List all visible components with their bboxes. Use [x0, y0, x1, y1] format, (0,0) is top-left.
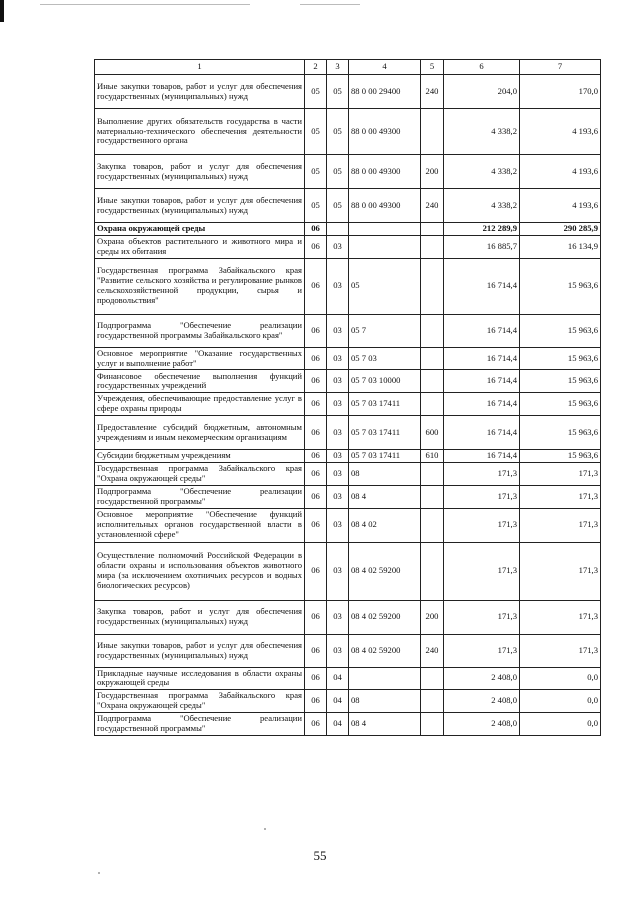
row-name-cell: Учреждения, обеспечивающие предоставление услуг в сфере охраны природы — [95, 393, 305, 416]
expense-type-cell: 240 — [421, 189, 444, 223]
column-header: 1 — [95, 60, 305, 75]
target-article-cell: 08 — [349, 463, 421, 486]
target-article-cell — [349, 223, 421, 236]
amount-col7-cell: 15 963,6 — [520, 370, 601, 393]
expense-type-cell — [421, 485, 444, 508]
table-header-row — [95, 60, 601, 75]
amount-col7-cell: 4 193,6 — [520, 155, 601, 189]
table-row — [95, 450, 601, 463]
subsection-code-cell — [327, 223, 349, 236]
amount-col6-cell: 212 289,9 — [444, 223, 520, 236]
row-name-cell: Охрана объектов растительного и животного мира и среды их обитания — [95, 235, 305, 258]
table-row — [95, 508, 601, 542]
row-name-cell: Основное мероприятие "Обеспечение функций исполнительных органов государственной власти в установленной сфере" — [95, 508, 305, 542]
section-code-cell: 05 — [305, 109, 327, 155]
table-row — [95, 347, 601, 370]
amount-col7-cell: 0,0 — [520, 667, 601, 690]
expense-type-cell: 240 — [421, 634, 444, 667]
target-article-cell: 08 4 02 59200 — [349, 542, 421, 600]
row-name-cell: Прикладные научные исследования в области охраны окружающей среды — [95, 667, 305, 690]
table-row — [95, 258, 601, 314]
subsection-code-cell: 04 — [327, 690, 349, 713]
subsection-code-cell: 04 — [327, 667, 349, 690]
subsection-code-cell: 03 — [327, 508, 349, 542]
row-name-cell: Государственная программа Забайкальского края "Охрана окружающей среды" — [95, 463, 305, 486]
subsection-code-cell: 05 — [327, 189, 349, 223]
row-name-cell: Иные закупки товаров, работ и услуг для обеспечения государственных (муниципальных) нужд — [95, 189, 305, 223]
target-article-cell: 08 4 02 59200 — [349, 600, 421, 634]
target-article-cell: 05 7 03 10000 — [349, 370, 421, 393]
amount-col7-cell: 15 963,6 — [520, 314, 601, 347]
table-row — [95, 485, 601, 508]
row-name-cell: Подпрограмма "Обеспечение реализации государственной программы" — [95, 485, 305, 508]
table-row — [95, 155, 601, 189]
amount-col6-cell: 171,3 — [444, 463, 520, 486]
section-code-cell: 06 — [305, 223, 327, 236]
subsection-code-cell: 03 — [327, 235, 349, 258]
amount-col6-cell: 2 408,0 — [444, 690, 520, 713]
expense-type-cell — [421, 235, 444, 258]
target-article-cell: 05 7 03 17411 — [349, 416, 421, 450]
table-row — [95, 463, 601, 486]
expense-type-cell — [421, 463, 444, 486]
section-code-cell: 06 — [305, 314, 327, 347]
target-article-cell: 05 7 03 17411 — [349, 393, 421, 416]
amount-col6-cell: 16 714,4 — [444, 314, 520, 347]
scan-edge-mark — [0, 0, 4, 22]
amount-col7-cell: 290 285,9 — [520, 223, 601, 236]
target-article-cell — [349, 667, 421, 690]
row-name-cell: Закупка товаров, работ и услуг для обеспечения государственных (муниципальных) нужд — [95, 155, 305, 189]
scan-artifact-line — [40, 4, 250, 5]
target-article-cell: 05 7 — [349, 314, 421, 347]
row-name-cell: Выполнение других обязательств государства в части материально-технического обеспечения деятельности государственного органа — [95, 109, 305, 155]
table-row — [95, 223, 601, 236]
amount-col7-cell: 4 193,6 — [520, 109, 601, 155]
row-name-cell: Государственная программа Забайкальского края "Охрана окружающей среды" — [95, 690, 305, 713]
amount-col7-cell: 171,3 — [520, 542, 601, 600]
section-code-cell: 06 — [305, 258, 327, 314]
row-name-cell: Иные закупки товаров, работ и услуг для обеспечения государственных (муниципальных) нужд — [95, 75, 305, 109]
table-row — [95, 370, 601, 393]
subsection-code-cell: 05 — [327, 109, 349, 155]
amount-col6-cell: 171,3 — [444, 600, 520, 634]
amount-col7-cell: 171,3 — [520, 600, 601, 634]
subsection-code-cell: 03 — [327, 393, 349, 416]
section-code-cell: 06 — [305, 235, 327, 258]
target-article-cell: 08 4 — [349, 485, 421, 508]
expense-type-cell — [421, 667, 444, 690]
expense-type-cell — [421, 109, 444, 155]
amount-col7-cell: 15 963,6 — [520, 416, 601, 450]
row-name-cell: Предоставление субсидий бюджетным, автономным учреждениям и иным некомерческим организациям — [95, 416, 305, 450]
section-code-cell: 06 — [305, 463, 327, 486]
section-code-cell: 06 — [305, 690, 327, 713]
column-header: 7 — [520, 60, 601, 75]
row-name-cell: Подпрограмма "Обеспечение реализации государственной программы Забайкальского края" — [95, 314, 305, 347]
amount-col6-cell: 171,3 — [444, 542, 520, 600]
target-article-cell: 88 0 00 49300 — [349, 189, 421, 223]
expense-type-cell — [421, 542, 444, 600]
table-row — [95, 75, 601, 109]
column-header: 5 — [421, 60, 444, 75]
column-header: 6 — [444, 60, 520, 75]
target-article-cell: 08 4 02 — [349, 508, 421, 542]
target-article-cell: 88 0 00 49300 — [349, 155, 421, 189]
row-name-cell: Субсидии бюджетным учреждениям — [95, 450, 305, 463]
section-code-cell: 06 — [305, 542, 327, 600]
target-article-cell: 08 — [349, 690, 421, 713]
amount-col7-cell: 0,0 — [520, 690, 601, 713]
column-header: 4 — [349, 60, 421, 75]
section-code-cell: 06 — [305, 416, 327, 450]
section-code-cell: 06 — [305, 347, 327, 370]
table-row — [95, 235, 601, 258]
expense-type-cell — [421, 347, 444, 370]
row-name-cell: Иные закупки товаров, работ и услуг для обеспечения государственных (муниципальных) нужд — [95, 634, 305, 667]
section-code-cell: 06 — [305, 508, 327, 542]
amount-col7-cell: 15 963,6 — [520, 347, 601, 370]
amount-col7-cell: 171,3 — [520, 634, 601, 667]
target-article-cell: 05 7 03 17411 — [349, 450, 421, 463]
section-code-cell: 06 — [305, 485, 327, 508]
table-row — [95, 189, 601, 223]
expense-type-cell — [421, 314, 444, 347]
expense-type-cell — [421, 690, 444, 713]
row-name-cell: Охрана окружающей среды — [95, 223, 305, 236]
row-name-cell: Закупка товаров, работ и услуг для обеспечения государственных (муниципальных) нужд — [95, 600, 305, 634]
target-article-cell: 08 4 02 59200 — [349, 634, 421, 667]
target-article-cell: 05 7 03 — [349, 347, 421, 370]
amount-col6-cell: 2 408,0 — [444, 667, 520, 690]
subsection-code-cell: 03 — [327, 416, 349, 450]
section-code-cell: 06 — [305, 713, 327, 736]
amount-col6-cell: 16 885,7 — [444, 235, 520, 258]
amount-col7-cell: 0,0 — [520, 713, 601, 736]
section-code-cell: 06 — [305, 370, 327, 393]
expense-type-cell — [421, 258, 444, 314]
amount-col6-cell: 16 714,4 — [444, 258, 520, 314]
section-code-cell: 06 — [305, 600, 327, 634]
expense-type-cell: 600 — [421, 416, 444, 450]
expense-type-cell: 610 — [421, 450, 444, 463]
table-row — [95, 109, 601, 155]
amount-col7-cell: 15 963,6 — [520, 393, 601, 416]
table-row — [95, 314, 601, 347]
target-article-cell: 88 0 00 49300 — [349, 109, 421, 155]
row-name-cell: Подпрограмма "Обеспечение реализации государственной программы" — [95, 713, 305, 736]
section-code-cell: 06 — [305, 667, 327, 690]
amount-col7-cell: 4 193,6 — [520, 189, 601, 223]
section-code-cell: 05 — [305, 189, 327, 223]
row-name-cell: Государственная программа Забайкальского края "Развитие сельского хозяйства и регулирование рынков сельскохозяйственной продукции, сырья и продовольствия" — [95, 258, 305, 314]
table-row — [95, 713, 601, 736]
amount-col6-cell: 16 714,4 — [444, 370, 520, 393]
table-row — [95, 634, 601, 667]
scan-speck — [98, 872, 100, 874]
column-header: 2 — [305, 60, 327, 75]
amount-col7-cell: 15 963,6 — [520, 450, 601, 463]
expense-type-cell — [421, 370, 444, 393]
amount-col6-cell: 16 714,4 — [444, 450, 520, 463]
table-row — [95, 667, 601, 690]
subsection-code-cell: 03 — [327, 463, 349, 486]
scan-speck — [264, 828, 266, 830]
subsection-code-cell: 03 — [327, 258, 349, 314]
section-code-cell: 05 — [305, 75, 327, 109]
amount-col7-cell: 170,0 — [520, 75, 601, 109]
subsection-code-cell: 03 — [327, 634, 349, 667]
amount-col6-cell: 171,3 — [444, 634, 520, 667]
table-row — [95, 542, 601, 600]
target-article-cell: 05 — [349, 258, 421, 314]
page-number: 55 — [313, 848, 327, 863]
subsection-code-cell: 05 — [327, 155, 349, 189]
section-code-cell: 05 — [305, 155, 327, 189]
amount-col7-cell: 171,3 — [520, 485, 601, 508]
amount-col6-cell: 16 714,4 — [444, 416, 520, 450]
section-code-cell: 06 — [305, 450, 327, 463]
amount-col7-cell: 171,3 — [520, 463, 601, 486]
subsection-code-cell: 03 — [327, 450, 349, 463]
amount-col6-cell: 2 408,0 — [444, 713, 520, 736]
amount-col7-cell: 16 134,9 — [520, 235, 601, 258]
amount-col6-cell: 171,3 — [444, 508, 520, 542]
target-article-cell: 88 0 00 29400 — [349, 75, 421, 109]
expense-type-cell: 200 — [421, 155, 444, 189]
amount-col6-cell: 4 338,2 — [444, 109, 520, 155]
scan-artifact-line — [300, 4, 360, 5]
amount-col6-cell: 4 338,2 — [444, 189, 520, 223]
amount-col6-cell: 16 714,4 — [444, 393, 520, 416]
amount-col6-cell: 16 714,4 — [444, 347, 520, 370]
row-name-cell: Основное мероприятие "Оказание государственных услуг и выполнение работ" — [95, 347, 305, 370]
row-name-cell: Финансовое обеспечение выполнения функций государственных учреждений — [95, 370, 305, 393]
subsection-code-cell: 03 — [327, 542, 349, 600]
subsection-code-cell: 03 — [327, 600, 349, 634]
subsection-code-cell: 03 — [327, 485, 349, 508]
budget-table — [94, 59, 601, 736]
expense-type-cell — [421, 223, 444, 236]
amount-col6-cell: 204,0 — [444, 75, 520, 109]
table-row — [95, 393, 601, 416]
amount-col7-cell: 15 963,6 — [520, 258, 601, 314]
subsection-code-cell: 03 — [327, 314, 349, 347]
expense-type-cell: 200 — [421, 600, 444, 634]
subsection-code-cell: 03 — [327, 370, 349, 393]
expense-type-cell — [421, 508, 444, 542]
amount-col6-cell: 171,3 — [444, 485, 520, 508]
subsection-code-cell: 03 — [327, 347, 349, 370]
table-row — [95, 600, 601, 634]
row-name-cell: Осуществление полномочий Российской Федерации в области охраны и использования объектов животного мира (за исключением охотничьих ресурсов и водных биологических ресурсов) — [95, 542, 305, 600]
section-code-cell: 06 — [305, 393, 327, 416]
expense-type-cell — [421, 713, 444, 736]
amount-col6-cell: 4 338,2 — [444, 155, 520, 189]
table-row — [95, 690, 601, 713]
amount-col7-cell: 171,3 — [520, 508, 601, 542]
target-article-cell — [349, 235, 421, 258]
expense-type-cell: 240 — [421, 75, 444, 109]
section-code-cell: 06 — [305, 634, 327, 667]
table-row — [95, 416, 601, 450]
subsection-code-cell: 04 — [327, 713, 349, 736]
column-header: 3 — [327, 60, 349, 75]
expense-type-cell — [421, 393, 444, 416]
subsection-code-cell: 05 — [327, 75, 349, 109]
target-article-cell: 08 4 — [349, 713, 421, 736]
